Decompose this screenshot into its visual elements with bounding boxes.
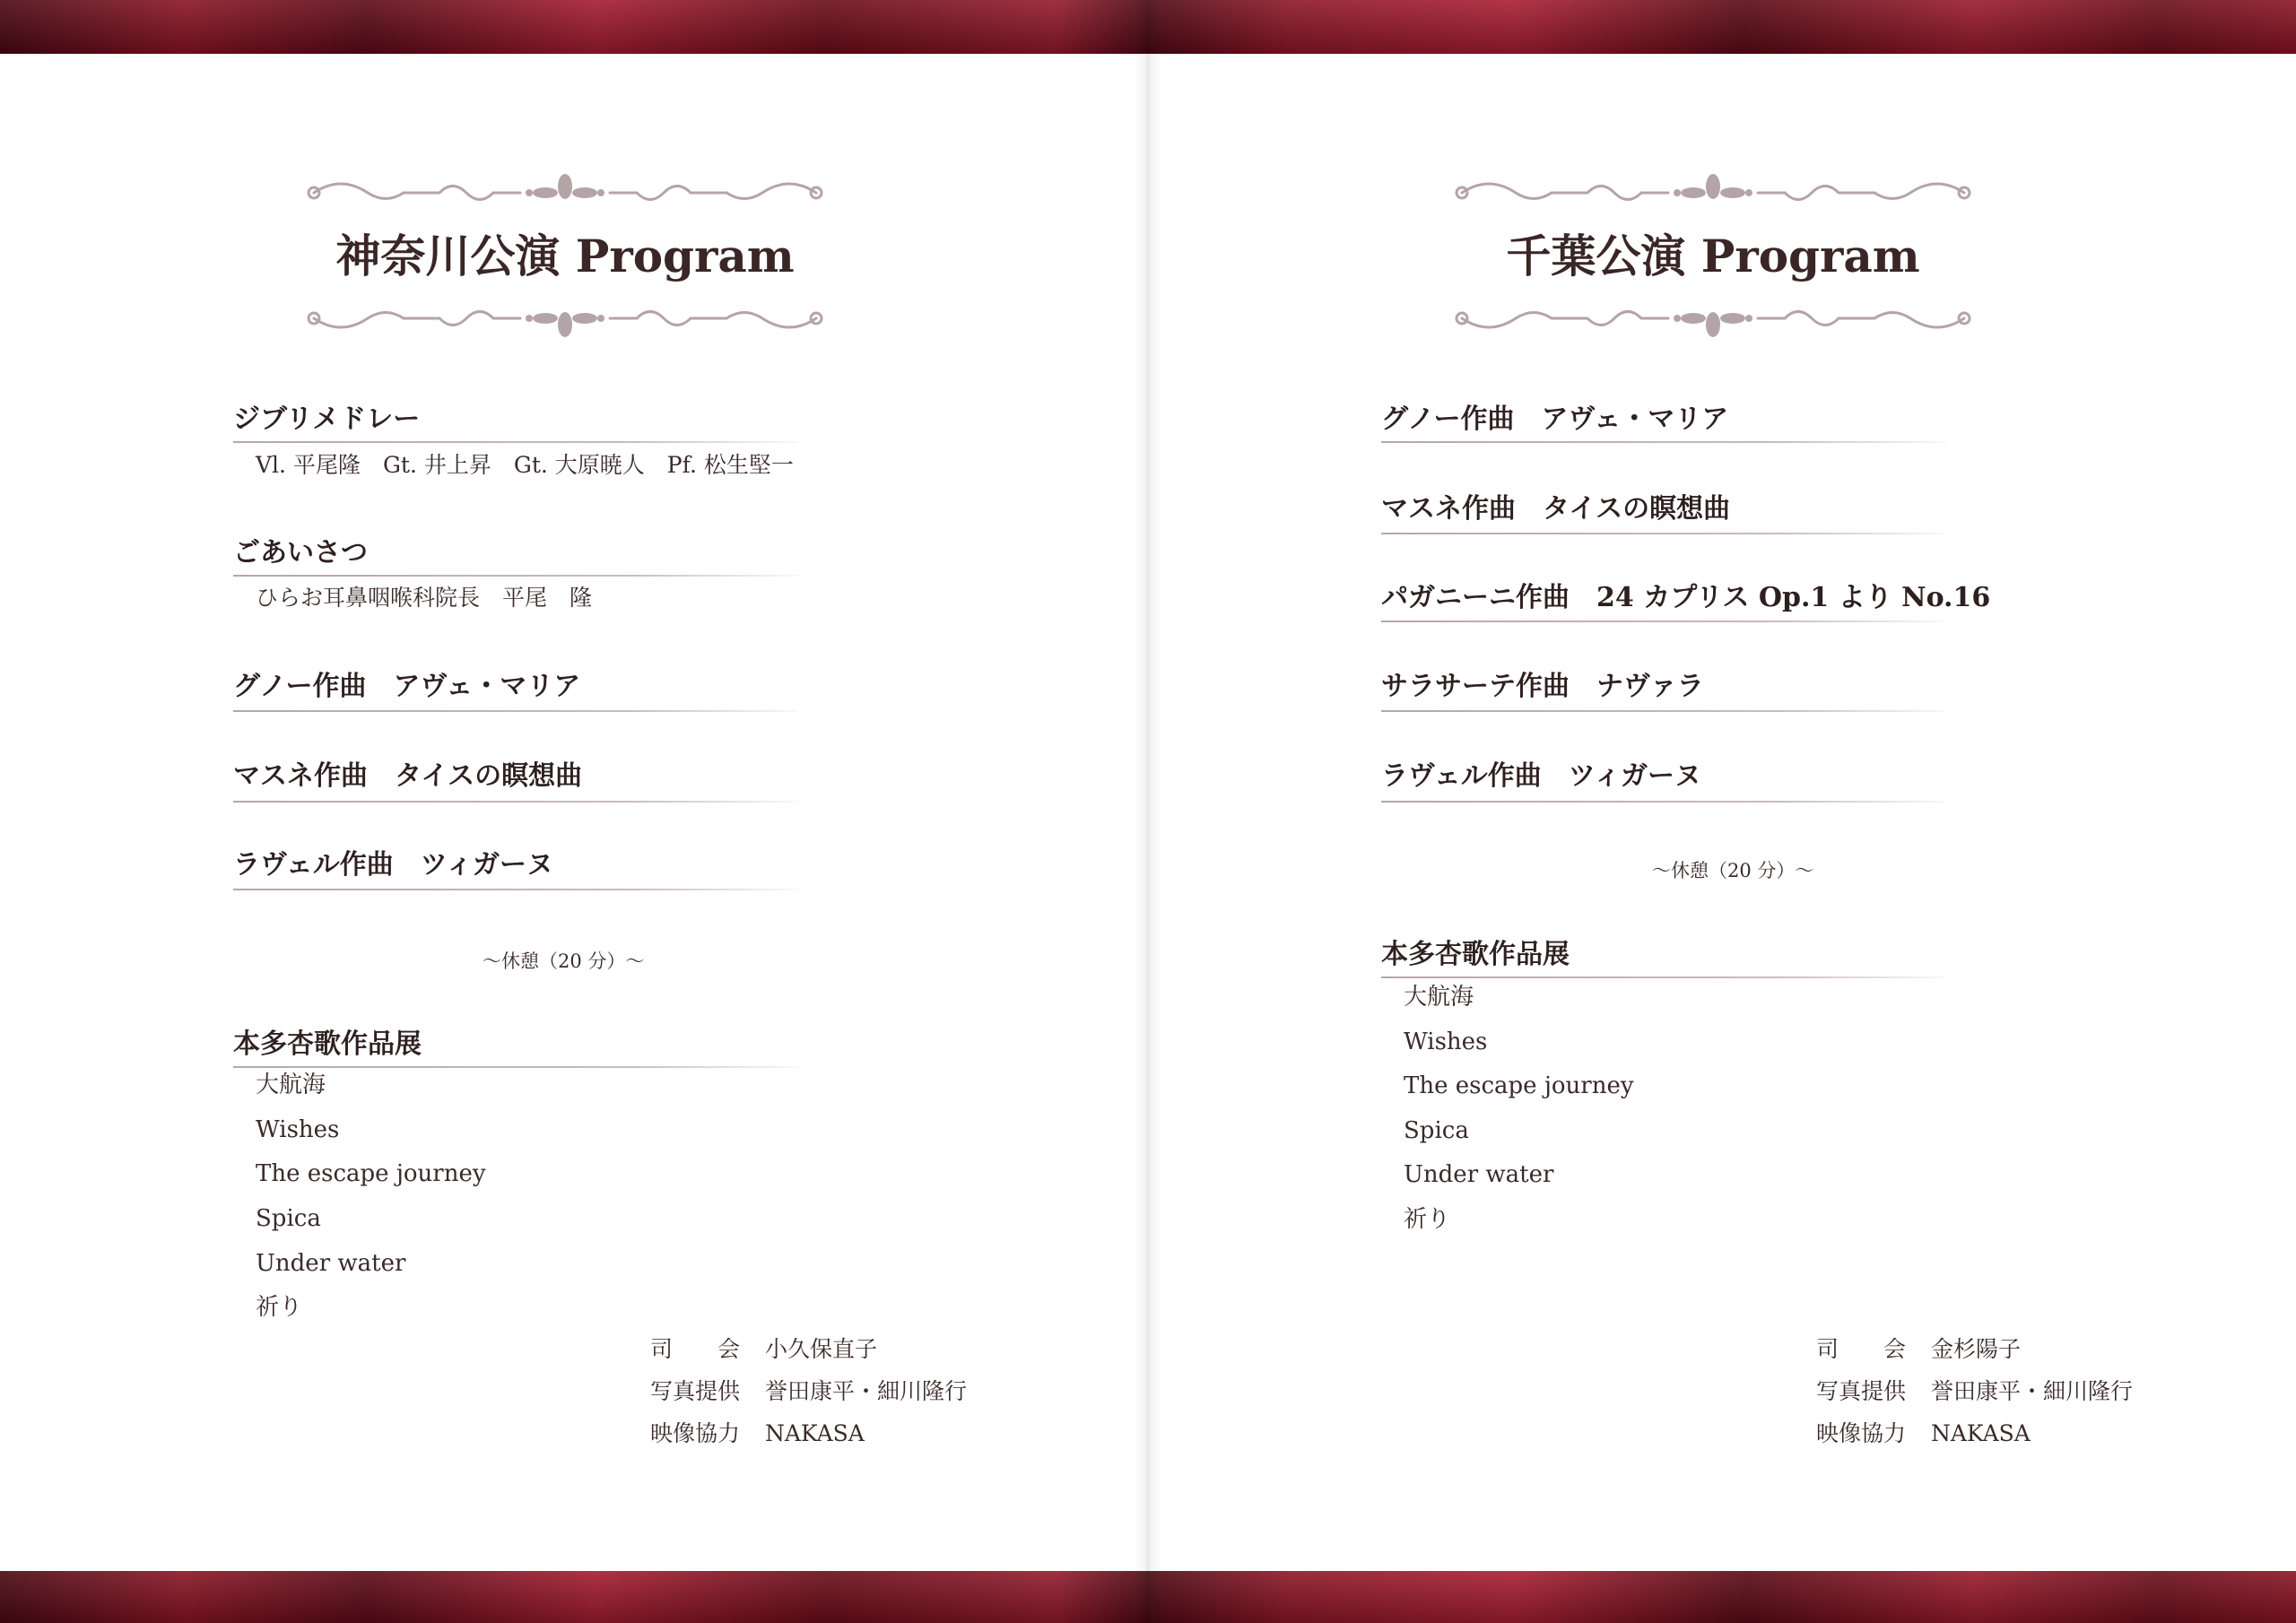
credit-row xyxy=(650,1376,967,1407)
exhibit-song: 祈り xyxy=(256,1294,303,1321)
exhibit-heading: 本多杏歌作品展 xyxy=(1381,939,1570,970)
heading-rule xyxy=(233,575,798,577)
credit-row xyxy=(650,1334,877,1365)
credit-row xyxy=(1816,1419,2031,1449)
heading-rule xyxy=(233,889,798,890)
credit-row xyxy=(1816,1334,2021,1365)
greeting-speaker-line: ひらお耳鼻咽喉科院長 平尾 隆 xyxy=(256,585,593,611)
intermission-note: ～休憩（20 分）～ xyxy=(1652,860,1814,881)
credit-role: 写真提供 xyxy=(650,1378,741,1404)
credit-row xyxy=(1816,1376,2133,1407)
program-item-heading: マスネ作曲 タイスの瞑想曲 xyxy=(1381,493,1731,525)
exhibit-song: 祈り xyxy=(1404,1206,1451,1233)
page-title: 神奈川公演 Program xyxy=(335,230,795,282)
exhibit-song: Wishes xyxy=(256,1116,340,1143)
credit-name: 誉田康平・細川隆行 xyxy=(1931,1378,2134,1404)
heading-rule xyxy=(233,441,798,443)
heading-rule xyxy=(233,710,798,712)
program-item-heading: ごあいさつ xyxy=(233,537,368,568)
credit-role: 映像協力 xyxy=(650,1420,741,1446)
exhibit-song: Wishes xyxy=(1404,1028,1488,1055)
exhibit-song: Spica xyxy=(1404,1117,1469,1144)
intermission-note: ～休憩（20 分）～ xyxy=(483,950,645,972)
program-item-heading: サラサーテ作曲 ナヴァラ xyxy=(1381,671,1704,702)
heading-rule xyxy=(1381,801,1946,803)
exhibit-song: Spica xyxy=(256,1205,321,1232)
credit-role: 司 会 xyxy=(650,1336,741,1362)
heading-rule xyxy=(1381,533,1946,534)
exhibit-song: Under water xyxy=(256,1250,406,1277)
credit-name: NAKASA xyxy=(1931,1420,2031,1446)
program-item-heading: グノー作曲 アヴェ・マリア xyxy=(1381,404,1729,435)
heading-rule xyxy=(1381,621,1946,622)
exhibit-song: 大航海 xyxy=(1404,984,1474,1011)
heading-rule xyxy=(1381,976,1946,978)
exhibit-heading: 本多杏歌作品展 xyxy=(233,1028,422,1060)
exhibit-song: The escape journey xyxy=(1404,1072,1634,1099)
right-page xyxy=(1148,0,2296,1623)
credit-name: NAKASA xyxy=(765,1420,865,1446)
program-item-heading: ラヴェル作曲 ツィガーヌ xyxy=(1381,760,1701,792)
credit-name: 誉田康平・細川隆行 xyxy=(765,1378,968,1404)
program-item-heading: ラヴェル作曲 ツィガーヌ xyxy=(233,849,553,881)
ornament-divider-bottom xyxy=(1453,296,1973,341)
program-item-heading: ジブリメドレー xyxy=(233,404,421,435)
credit-name: 小久保直子 xyxy=(765,1336,878,1362)
credit-role: 写真提供 xyxy=(1816,1378,1907,1404)
credit-role: 司 会 xyxy=(1816,1336,1907,1362)
heading-rule xyxy=(233,1066,798,1068)
heading-rule xyxy=(1381,710,1946,712)
exhibit-song: 大航海 xyxy=(256,1072,326,1098)
credit-name: 金杉陽子 xyxy=(1931,1336,2022,1362)
heading-rule xyxy=(1381,441,1946,443)
page-title: 千葉公演 Program xyxy=(1506,230,1920,282)
ornament-divider-bottom xyxy=(305,296,825,341)
exhibit-song: The escape journey xyxy=(256,1160,486,1187)
ornament-divider-top xyxy=(1453,170,1973,215)
exhibit-song: Under water xyxy=(1404,1161,1554,1188)
program-item-heading: パガニーニ作曲 24 カプリス Op.1 より No.16 xyxy=(1381,582,1991,613)
credit-row xyxy=(650,1419,865,1449)
credit-role: 映像協力 xyxy=(1816,1420,1907,1446)
ornament-divider-top xyxy=(305,170,825,215)
program-item-heading: グノー作曲 アヴェ・マリア xyxy=(233,671,581,702)
program-item-heading: マスネ作曲 タイスの瞑想曲 xyxy=(233,760,583,792)
performers-line: Vl. 平尾隆 Gt. 井上昇 Gt. 大原暁人 Pf. 松生堅一 xyxy=(256,452,794,478)
heading-rule xyxy=(233,801,798,803)
